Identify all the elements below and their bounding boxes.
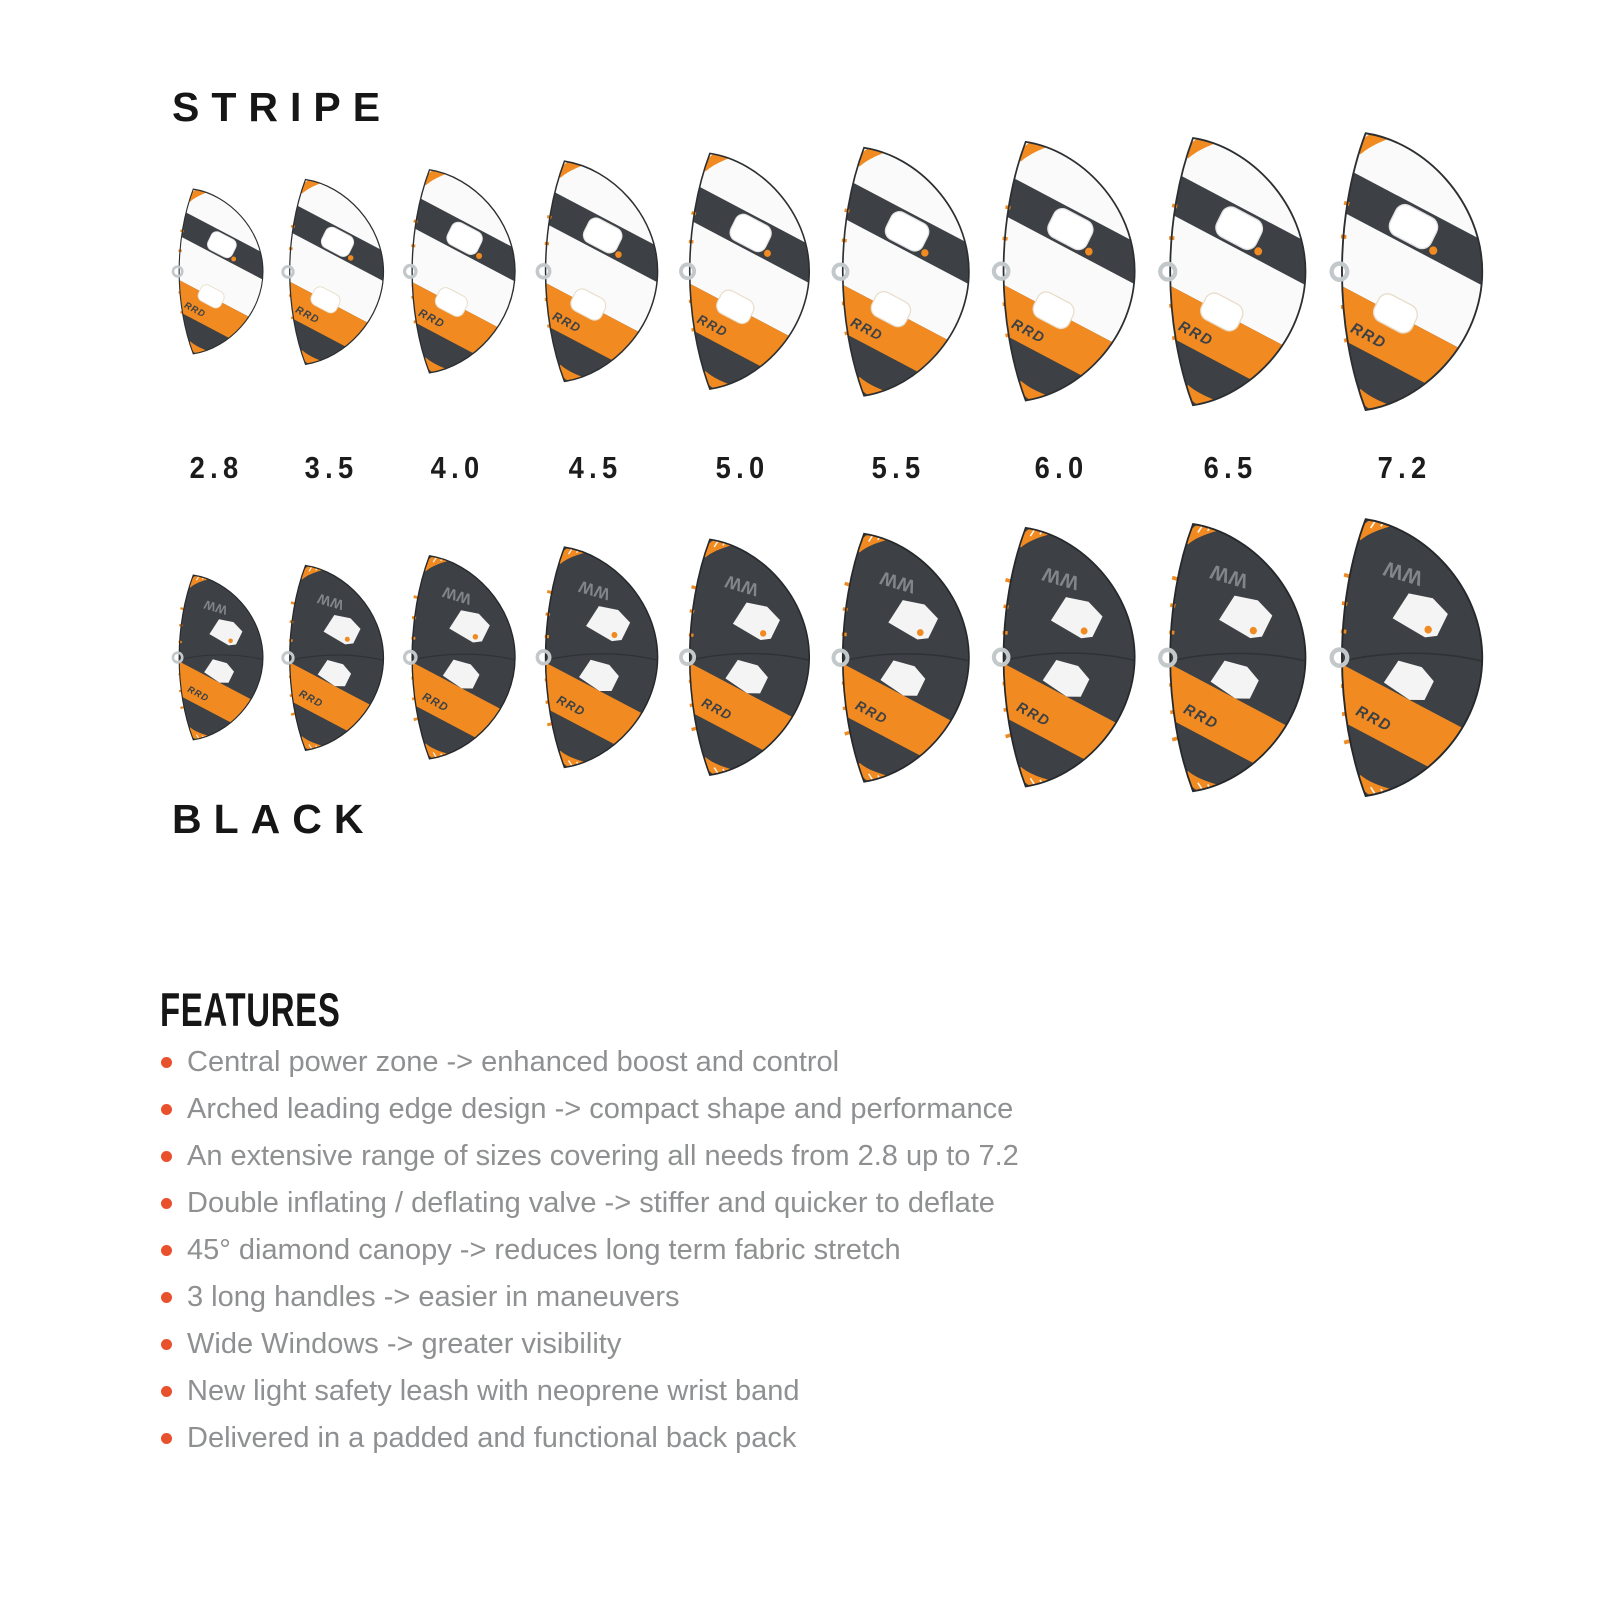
bullet-icon [161, 1386, 172, 1397]
black-wing-3.5 [275, 562, 388, 755]
feature-item [161, 1328, 1481, 1361]
stripe-wing-5.0 [671, 149, 815, 395]
size-label: 2.8 [189, 450, 244, 485]
stripe-wing-6.0 [983, 137, 1141, 407]
bullet-icon [161, 1339, 172, 1350]
size-label: 4.5 [568, 450, 623, 485]
features-list [161, 1046, 1481, 1469]
feature-item [161, 1093, 1481, 1126]
features-heading: FEATURES [160, 983, 341, 1036]
size-label: 7.2 [1377, 450, 1432, 485]
black-wing-slot [275, 508, 388, 808]
black-wings-row [166, 508, 1489, 808]
feature-item [161, 1375, 1481, 1408]
black-wing-5.5 [823, 529, 975, 788]
feature-item [161, 1281, 1481, 1314]
feature-item [161, 1140, 1481, 1173]
stripe-wing-3.5 [275, 176, 388, 369]
feature-item [161, 1422, 1481, 1455]
black-wing-slot [528, 508, 663, 808]
feature-text: 45° diamond canopy -> reduces long term fabric stretch [187, 1234, 901, 1266]
size-label: 5.5 [872, 450, 926, 485]
black-wing-slot [1149, 508, 1312, 808]
bullet-icon [161, 1151, 172, 1162]
black-wing-2.8 [166, 572, 267, 744]
black-section-title: BLACK [172, 796, 376, 842]
feature-item [161, 1234, 1481, 1267]
stripe-wing-box [983, 122, 1141, 422]
stripe-wings-row [166, 122, 1489, 486]
stripe-wing-6.5 [1149, 133, 1312, 412]
stripe-wing-box [275, 122, 388, 422]
stripe-wing-slot [823, 122, 975, 486]
size-label: 5.0 [716, 450, 770, 485]
bullet-icon [161, 1292, 172, 1303]
feature-text: Delivered in a padded and functional back pack [187, 1422, 797, 1454]
black-wing-6.5 [1149, 519, 1312, 798]
feature-item [161, 1187, 1481, 1220]
bullet-icon [161, 1198, 172, 1209]
stripe-wing-2.8 [166, 186, 267, 358]
size-label: 6.0 [1035, 450, 1089, 485]
stripe-wing-slot [528, 122, 663, 486]
black-wing-slot [166, 508, 267, 808]
stripe-wing-slot [671, 122, 815, 486]
stripe-wing-4.0 [396, 166, 520, 378]
stripe-wing-slot [1320, 122, 1489, 486]
stripe-wing-box [528, 122, 663, 422]
feature-text: Double inflating / deflating valve -> stiffer and quicker to deflate [187, 1187, 995, 1219]
stripe-wing-5.5 [823, 143, 975, 402]
feature-text: Wide Windows -> greater visibility [187, 1328, 622, 1360]
stripe-wing-box [1149, 122, 1312, 422]
stripe-wing-7.2 [1320, 128, 1489, 417]
feature-item [161, 1046, 1481, 1079]
black-wing-6.0 [983, 523, 1141, 793]
bullet-icon [161, 1057, 172, 1068]
stripe-wing-slot [166, 122, 267, 486]
black-wing-4.0 [396, 552, 520, 764]
bullet-icon [161, 1245, 172, 1256]
stripe-wing-box [166, 122, 267, 422]
black-wing-7.2 [1320, 514, 1489, 803]
black-wing-slot [671, 508, 815, 808]
black-wing-5.0 [671, 535, 815, 781]
stripe-wing-slot [983, 122, 1141, 486]
stripe-wing-box [396, 122, 520, 422]
stripe-wing-box [823, 122, 975, 422]
feature-text: An extensive range of sizes covering all needs from 2.8 up to 7.2 [187, 1140, 1019, 1172]
feature-text: Arched leading edge design -> compact shape and performance [187, 1093, 1014, 1125]
black-wing-slot [396, 508, 520, 808]
black-wing-4.5 [528, 543, 663, 773]
feature-text: 3 long handles -> easier in maneuvers [187, 1281, 680, 1313]
black-wing-slot [983, 508, 1141, 808]
stripe-section-title: STRIPE [172, 84, 393, 130]
size-label: 4.0 [431, 450, 485, 485]
bullet-icon [161, 1104, 172, 1115]
black-wing-slot [1320, 508, 1489, 808]
black-wing-slot [823, 508, 975, 808]
feature-text: Central power zone -> enhanced boost and control [187, 1046, 840, 1078]
stripe-wing-box [1320, 122, 1489, 422]
stripe-wing-slot [275, 122, 388, 486]
stripe-wing-box [671, 122, 815, 422]
stripe-wing-slot [396, 122, 520, 486]
stripe-wing-4.5 [528, 157, 663, 387]
size-label: 6.5 [1203, 450, 1258, 485]
feature-text: New light safety leash with neoprene wrist band [187, 1375, 800, 1407]
bullet-icon [161, 1433, 172, 1444]
stripe-wing-slot [1149, 122, 1312, 486]
size-label: 3.5 [304, 450, 359, 485]
